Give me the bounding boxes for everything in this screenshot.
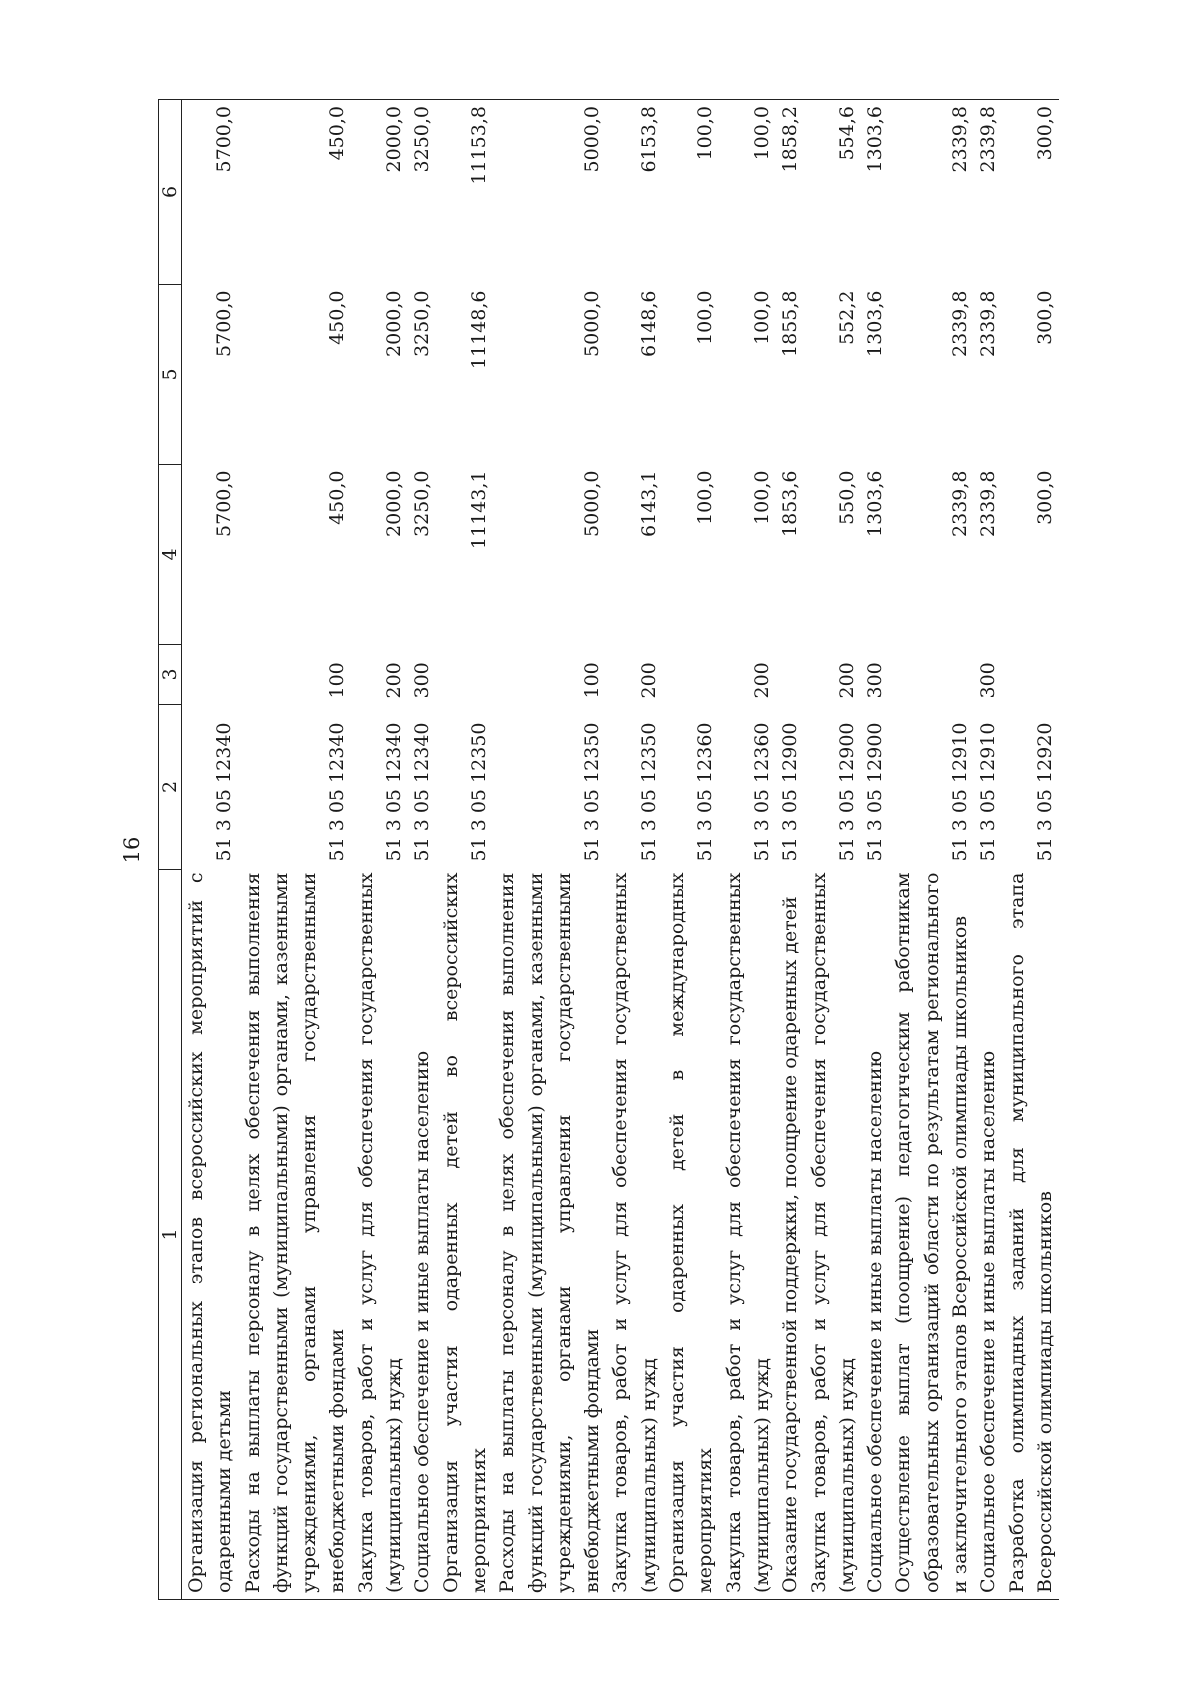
table-header — [159, 100, 182, 1600]
amount-cell: 6143,1 — [637, 470, 660, 537]
expense-type-cell — [1003, 645, 1060, 705]
table-row — [493, 100, 606, 1600]
document-page — [120, 100, 1120, 1600]
amount-cell: 1303,6 — [864, 470, 887, 537]
expense-type-cell — [776, 645, 804, 705]
table-row — [437, 100, 494, 1600]
column-header: 6 — [159, 100, 182, 285]
expense-type-cell — [437, 645, 494, 705]
expense-type-cell — [889, 645, 974, 705]
expense-type-cell — [182, 645, 239, 705]
target-item-code-cell: 51 3 05 12350 — [467, 722, 490, 862]
amount-cell: 2339,8 — [889, 100, 974, 285]
row-name-cell: Разработка олимпиадных заданий для муниципального этапа Всероссийской олимпиады школьников — [1003, 870, 1060, 1600]
amount-cell: 450,0 — [326, 290, 349, 345]
row-name-cell: Закупка товаров, работ и услуг для обеспечения государственных (муниципальных) нужд — [606, 870, 663, 1600]
amount-cell: 2000,0 — [352, 100, 409, 285]
header-row — [159, 100, 182, 1600]
amount-cell: 100,0 — [694, 470, 717, 525]
amount-cell: 5700,0 — [213, 470, 236, 537]
amount-cell: 450,0 — [239, 100, 352, 285]
amount-cell: 2339,8 — [949, 470, 972, 537]
target-item-code-cell: 51 3 05 12360 — [694, 722, 717, 862]
target-item-code-cell: 51 3 05 12900 — [779, 722, 802, 862]
expense-type-cell: 300 — [411, 662, 434, 699]
expense-type-cell: 100 — [581, 662, 604, 699]
amount-cell: 550,0 — [835, 470, 858, 525]
budget-table — [158, 99, 1059, 1600]
amount-cell: 2339,8 — [977, 290, 1000, 357]
page-number: 16 — [120, 836, 144, 864]
column-header: 4 — [159, 465, 182, 645]
target-item-code-cell: 51 3 05 12910 — [949, 722, 972, 862]
amount-cell: 100,0 — [694, 290, 717, 345]
expense-type-cell: 200 — [383, 662, 406, 699]
amount-cell: 1853,6 — [779, 470, 802, 537]
table-row — [861, 100, 889, 1600]
row-name-cell: Осуществление выплат (поощрение) педагогическим работникам образовательных организаций области по результатам регионального и заключительного этапов Всероссийской олимпиады школьников — [889, 870, 974, 1600]
amount-cell: 5700,0 — [182, 100, 239, 285]
amount-cell: 5000,0 — [581, 290, 604, 357]
amount-cell: 1303,6 — [861, 100, 889, 285]
table-row — [974, 100, 1002, 1600]
row-name-cell: Социальное обеспечение и иные выплаты населению — [408, 870, 436, 1600]
expense-type-cell: 200 — [750, 662, 773, 699]
amount-cell: 300,0 — [1033, 470, 1056, 525]
expense-type-cell: 100 — [326, 662, 349, 699]
expense-type-cell: 200 — [637, 662, 660, 699]
table-row — [1003, 100, 1060, 1600]
amount-cell: 554,6 — [805, 100, 862, 285]
expense-type-cell: 300 — [977, 662, 1000, 699]
table-body — [182, 100, 1060, 1600]
amount-cell: 5000,0 — [581, 470, 604, 537]
table-row — [408, 100, 436, 1600]
row-name-cell: Закупка товаров, работ и услуг для обеспечения государственных (муниципальных) нужд — [720, 870, 777, 1600]
expense-type-cell: 300 — [864, 662, 887, 699]
amount-cell: 1303,6 — [864, 290, 887, 357]
amount-cell: 2339,8 — [977, 470, 1000, 537]
column-header: 2 — [159, 705, 182, 870]
row-name-cell: Организация региональных этапов всероссийских мероприятий с одаренными детьми — [182, 870, 239, 1600]
amount-cell: 300,0 — [1033, 290, 1056, 345]
row-name-cell: Закупка товаров, работ и услуг для обеспечения государственных (муниципальных) нужд — [352, 870, 409, 1600]
row-name-cell: Социальное обеспечение и иные выплаты населению — [974, 870, 1002, 1600]
target-item-code-cell: 51 3 05 12340 — [213, 722, 236, 862]
amount-cell: 2339,8 — [974, 100, 1002, 285]
amount-cell: 1855,8 — [779, 290, 802, 357]
table-row — [606, 100, 663, 1600]
target-item-code-cell: 51 3 05 12900 — [835, 722, 858, 862]
row-name-cell: Организация участия одаренных детей во всероссийских мероприятиях — [437, 870, 494, 1600]
amount-cell: 552,2 — [835, 290, 858, 345]
table-row — [720, 100, 777, 1600]
column-header: 1 — [159, 870, 182, 1600]
table-row — [663, 100, 720, 1600]
table-row — [182, 100, 239, 1600]
amount-cell: 3250,0 — [411, 470, 434, 537]
table-row — [805, 100, 862, 1600]
amount-cell: 5700,0 — [213, 290, 236, 357]
expense-type-cell: 200 — [835, 662, 858, 699]
amount-cell: 100,0 — [750, 470, 773, 525]
amount-cell: 1858,2 — [776, 100, 804, 285]
expense-type-cell — [663, 645, 720, 705]
target-item-code-cell: 51 3 05 12360 — [750, 722, 773, 862]
row-name-cell: Закупка товаров, работ и услуг для обеспечения государственных (муниципальных) нужд — [805, 870, 862, 1600]
amount-cell: 11153,8 — [437, 100, 494, 285]
row-name-cell: Расходы на выплаты персоналу в целях обеспечения выполнения функций государственными (муниципальными) органами, казенными учреждениями, органами управления государственными внебюджетными фондами — [493, 870, 606, 1600]
row-name-cell: Организация участия одаренных детей в международных мероприятиях — [663, 870, 720, 1600]
amount-cell: 2000,0 — [383, 470, 406, 537]
amount-cell: 100,0 — [663, 100, 720, 285]
row-name-cell: Социальное обеспечение и иные выплаты населению — [861, 870, 889, 1600]
amount-cell: 6148,6 — [637, 290, 660, 357]
table-row — [352, 100, 409, 1600]
row-name-cell: Оказание государственной поддержки, поощрение одаренных детей — [776, 870, 804, 1600]
target-item-code-cell: 51 3 05 12920 — [1033, 722, 1056, 862]
target-item-code-cell: 51 3 05 12340 — [326, 722, 349, 862]
amount-cell: 100,0 — [750, 290, 773, 345]
amount-cell: 5000,0 — [493, 100, 606, 285]
table-row — [889, 100, 974, 1600]
target-item-code-cell: 51 3 05 12910 — [977, 722, 1000, 862]
amount-cell: 2339,8 — [949, 290, 972, 357]
amount-cell: 300,0 — [1003, 100, 1060, 285]
target-item-code-cell: 51 3 05 12340 — [383, 722, 406, 862]
amount-cell: 11148,6 — [467, 290, 490, 370]
column-header: 3 — [159, 645, 182, 705]
amount-cell: 100,0 — [720, 100, 777, 285]
target-item-code-cell: 51 3 05 12350 — [581, 722, 604, 862]
target-item-code-cell: 51 3 05 12900 — [864, 722, 887, 862]
target-item-code-cell: 51 3 05 12340 — [411, 722, 434, 862]
amount-cell: 450,0 — [326, 470, 349, 525]
row-name-cell: Расходы на выплаты персоналу в целях обеспечения выполнения функций государственными (муниципальными) органами, казенными учреждениями, органами управления государственными внебюджетными фондами — [239, 870, 352, 1600]
target-item-code-cell: 51 3 05 12350 — [637, 722, 660, 862]
table-row — [239, 100, 352, 1600]
column-header: 5 — [159, 285, 182, 465]
amount-cell: 3250,0 — [408, 100, 436, 285]
table-row — [776, 100, 804, 1600]
amount-cell: 3250,0 — [411, 290, 434, 357]
amount-cell: 6153,8 — [606, 100, 663, 285]
amount-cell: 2000,0 — [383, 290, 406, 357]
amount-cell: 11143,1 — [467, 470, 490, 550]
